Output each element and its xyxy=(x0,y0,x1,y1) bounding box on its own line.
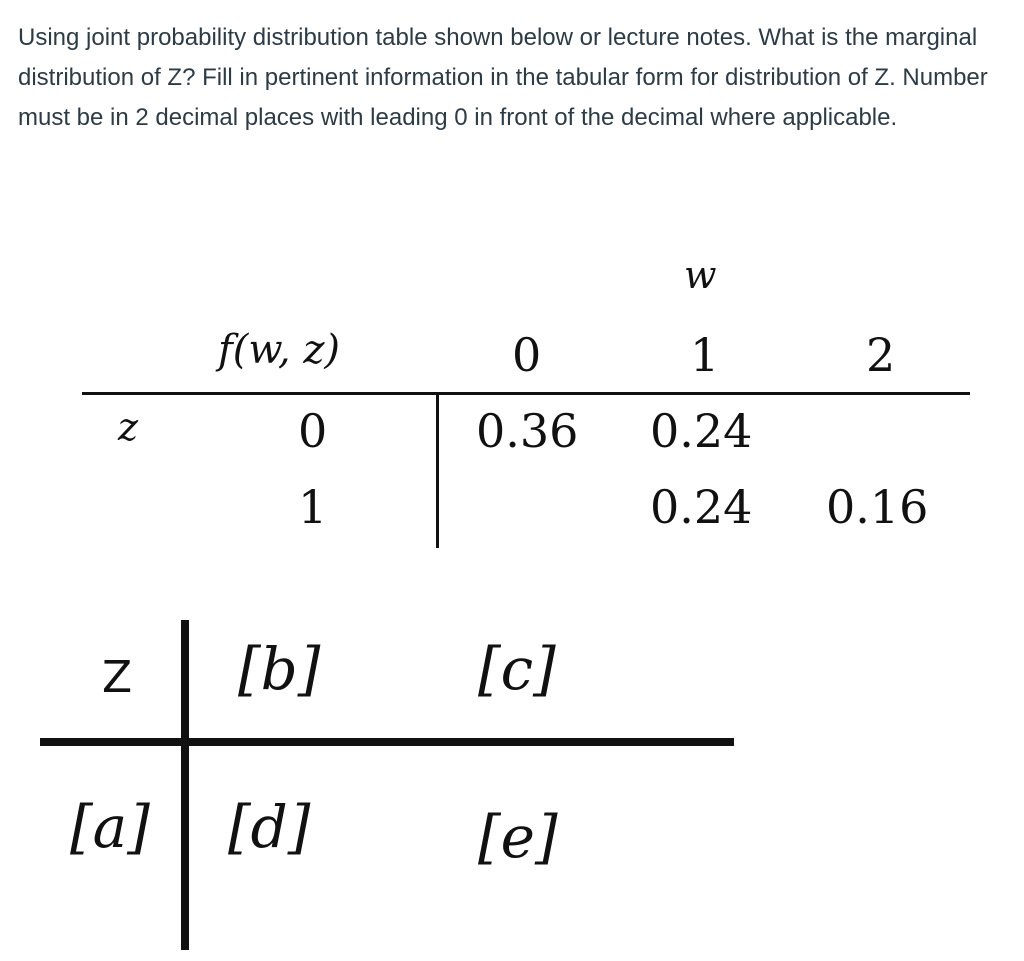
cell-z1-w2: 0.16 xyxy=(826,480,929,534)
w-header-2: 2 xyxy=(866,328,896,382)
corner-label-text: f(w, z) xyxy=(218,327,341,373)
cell-z0-w1: 0.24 xyxy=(650,404,753,458)
col-var-w: w xyxy=(684,253,717,297)
row-var-z: z xyxy=(118,405,139,449)
blank-b xyxy=(238,635,321,703)
answer-table-horizontal-rule xyxy=(40,738,734,746)
cell-z0-w0: 0.36 xyxy=(476,404,579,458)
joint-table-vertical-rule xyxy=(436,394,439,548)
blank-e xyxy=(478,803,558,871)
corner-label-fwz xyxy=(218,327,341,373)
blank-a xyxy=(70,793,150,861)
joint-table-horizontal-rule xyxy=(82,392,970,395)
w-header-0: 0 xyxy=(512,328,542,382)
blank-d xyxy=(228,793,311,861)
blank-b-text: [b] xyxy=(238,635,321,703)
w-header-1: 1 xyxy=(690,328,720,382)
question-text: Using joint probability distribution table shown below or lecture notes. What is the marginal distribution of Z? Fill in pertinent information in the tabular form for distribution of Z. Number must be in 2 decimal places with leading 0 in front of the decimal where applicable. xyxy=(18,24,988,131)
blank-a-text: [a] xyxy=(70,793,150,861)
blank-e-text: [e] xyxy=(478,803,558,871)
answer-table-vertical-rule xyxy=(181,620,189,950)
blank-c-text: [c] xyxy=(478,635,556,703)
blank-d-text: [d] xyxy=(228,793,311,861)
cell-z1-w1: 0.24 xyxy=(650,480,753,534)
blank-c xyxy=(478,635,556,703)
z-value-0: 0 xyxy=(298,404,328,458)
z-value-1: 1 xyxy=(298,480,328,534)
answer-header-label: Z xyxy=(102,652,133,703)
